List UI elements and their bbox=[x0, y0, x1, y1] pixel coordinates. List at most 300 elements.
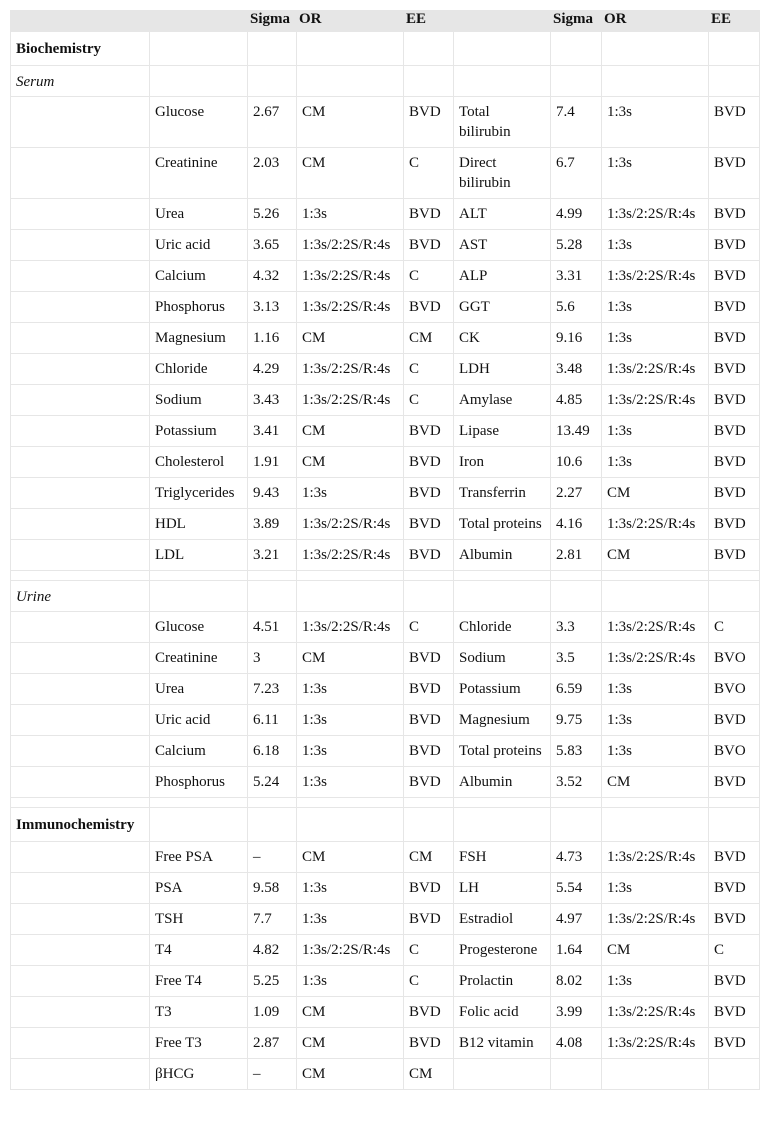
ee-cell: BVD bbox=[404, 447, 454, 478]
analyte-cell: Glucose bbox=[150, 612, 248, 643]
empty-cell bbox=[297, 581, 404, 612]
analyte-2-cell: ALP bbox=[454, 261, 551, 292]
table-row bbox=[11, 705, 760, 736]
sigma-2-cell: 3.48 bbox=[551, 354, 602, 385]
analyte-2-cell: AST bbox=[454, 230, 551, 261]
analyte-2-cell: FSH bbox=[454, 842, 551, 873]
empty-cell bbox=[11, 935, 150, 966]
or-2-cell: 1:3s/2:2S/R:4s bbox=[602, 385, 709, 416]
or-2-cell: 1:3s/2:2S/R:4s bbox=[602, 1028, 709, 1059]
empty-cell bbox=[297, 32, 404, 66]
empty-cell bbox=[11, 540, 150, 571]
analyte-cell: Magnesium bbox=[150, 323, 248, 354]
or-2-cell: 1:3s/2:2S/R:4s bbox=[602, 612, 709, 643]
sigma-cell: 6.11 bbox=[248, 705, 297, 736]
sigma-2-cell: 4.97 bbox=[551, 904, 602, 935]
or-cell: 1:3s bbox=[297, 705, 404, 736]
header-row bbox=[11, 11, 760, 32]
table-row bbox=[11, 935, 760, 966]
empty-cell bbox=[150, 581, 248, 612]
analyte-cell: TSH bbox=[150, 904, 248, 935]
empty-cell bbox=[404, 808, 454, 842]
empty-cell bbox=[11, 674, 150, 705]
or-2-cell: 1:3s bbox=[602, 97, 709, 148]
or-cell: 1:3s bbox=[297, 199, 404, 230]
or-2-cell: 1:3s/2:2S/R:4s bbox=[602, 904, 709, 935]
section-title-biochemistry: Biochemistry bbox=[11, 32, 150, 66]
sigma-2-cell: 6.7 bbox=[551, 148, 602, 199]
sigma-cell: 3 bbox=[248, 643, 297, 674]
ee-cell: C bbox=[404, 612, 454, 643]
empty-cell bbox=[11, 292, 150, 323]
table-row bbox=[11, 643, 760, 674]
or-2-cell: 1:3s bbox=[602, 292, 709, 323]
table-row bbox=[11, 447, 760, 478]
sigma-2-cell: 9.16 bbox=[551, 323, 602, 354]
analyte-2-cell: Chloride bbox=[454, 612, 551, 643]
ee-2-cell: BVD bbox=[709, 230, 760, 261]
or-2-cell: 1:3s bbox=[602, 674, 709, 705]
header-or: OR bbox=[297, 11, 404, 32]
sigma-cell: 5.24 bbox=[248, 767, 297, 798]
sigma-2-cell: 9.75 bbox=[551, 705, 602, 736]
sigma-2-cell: 5.83 bbox=[551, 736, 602, 767]
analyte-cell: T4 bbox=[150, 935, 248, 966]
or-cell: 1:3s/2:2S/R:4s bbox=[297, 230, 404, 261]
sigma-2-cell: 4.08 bbox=[551, 1028, 602, 1059]
or-2-cell: 1:3s/2:2S/R:4s bbox=[602, 509, 709, 540]
empty-cell bbox=[602, 581, 709, 612]
sigma-cell: 2.03 bbox=[248, 148, 297, 199]
table-row bbox=[11, 997, 760, 1028]
analyte-cell: βHCG bbox=[150, 1059, 248, 1090]
or-cell: CM bbox=[297, 447, 404, 478]
spacer-row bbox=[11, 798, 760, 808]
analyte-cell: Urea bbox=[150, 199, 248, 230]
analyte-2-cell: Prolactin bbox=[454, 966, 551, 997]
empty-cell bbox=[11, 643, 150, 674]
table-row bbox=[11, 385, 760, 416]
sigma-2-cell: 4.85 bbox=[551, 385, 602, 416]
or-2-cell: 1:3s bbox=[602, 323, 709, 354]
or-2-cell: 1:3s/2:2S/R:4s bbox=[602, 354, 709, 385]
empty-cell bbox=[297, 571, 404, 581]
table-row bbox=[11, 842, 760, 873]
empty-cell bbox=[454, 808, 551, 842]
section-title-immunochemistry: Immunochemistry bbox=[11, 808, 150, 842]
sigma-cell: – bbox=[248, 1059, 297, 1090]
ee-cell: BVD bbox=[404, 705, 454, 736]
analyte-2-cell bbox=[454, 1059, 551, 1090]
sigma-cell: 1.16 bbox=[248, 323, 297, 354]
sigma-2-cell: 3.3 bbox=[551, 612, 602, 643]
empty-cell bbox=[11, 97, 150, 148]
ee-2-cell: BVD bbox=[709, 478, 760, 509]
ee-2-cell: BVD bbox=[709, 97, 760, 148]
ee-cell: C bbox=[404, 385, 454, 416]
or-cell: 1:3s bbox=[297, 904, 404, 935]
ee-cell: BVD bbox=[404, 904, 454, 935]
empty-cell bbox=[248, 32, 297, 66]
ee-2-cell: BVD bbox=[709, 323, 760, 354]
empty-cell bbox=[454, 571, 551, 581]
ee-2-cell: BVO bbox=[709, 736, 760, 767]
analyte-cell: Potassium bbox=[150, 416, 248, 447]
ee-cell: BVD bbox=[404, 509, 454, 540]
analyte-cell: Phosphorus bbox=[150, 292, 248, 323]
empty-cell bbox=[602, 798, 709, 808]
analyte-2-cell: Total proteins bbox=[454, 509, 551, 540]
or-2-cell: 1:3s bbox=[602, 736, 709, 767]
or-cell: 1:3s bbox=[297, 736, 404, 767]
or-cell: 1:3s/2:2S/R:4s bbox=[297, 385, 404, 416]
sigma-2-cell bbox=[551, 1059, 602, 1090]
section-title-immunochemistry-row bbox=[11, 808, 760, 842]
sigma-cell: 3.43 bbox=[248, 385, 297, 416]
sigma-cell: 4.82 bbox=[248, 935, 297, 966]
empty-cell bbox=[11, 997, 150, 1028]
empty-cell bbox=[297, 808, 404, 842]
analyte-cell: Glucose bbox=[150, 97, 248, 148]
header-cell bbox=[150, 11, 248, 32]
ee-2-cell: BVD bbox=[709, 767, 760, 798]
sigma-cell: 7.7 bbox=[248, 904, 297, 935]
sigma-2-cell: 4.73 bbox=[551, 842, 602, 873]
table-row bbox=[11, 292, 760, 323]
table-row bbox=[11, 540, 760, 571]
analyte-2-cell: Total bilirubin bbox=[454, 97, 551, 148]
empty-cell bbox=[602, 571, 709, 581]
analyte-2-cell: Progesterone bbox=[454, 935, 551, 966]
analyte-2-cell: CK bbox=[454, 323, 551, 354]
analyte-cell: Triglycerides bbox=[150, 478, 248, 509]
or-2-cell: CM bbox=[602, 478, 709, 509]
ee-cell: CM bbox=[404, 842, 454, 873]
ee-cell: BVD bbox=[404, 199, 454, 230]
ee-cell: C bbox=[404, 966, 454, 997]
empty-cell bbox=[11, 230, 150, 261]
table-row bbox=[11, 261, 760, 292]
analyte-2-cell: LDH bbox=[454, 354, 551, 385]
empty-cell bbox=[551, 808, 602, 842]
or-2-cell: 1:3s bbox=[602, 447, 709, 478]
sigma-cell: 3.89 bbox=[248, 509, 297, 540]
or-2-cell: 1:3s bbox=[602, 148, 709, 199]
or-cell: 1:3s/2:2S/R:4s bbox=[297, 612, 404, 643]
empty-cell bbox=[11, 904, 150, 935]
header-sigma-2: Sigma bbox=[551, 11, 602, 32]
analyte-cell: Uric acid bbox=[150, 705, 248, 736]
empty-cell bbox=[297, 798, 404, 808]
header-or-2: OR bbox=[602, 11, 709, 32]
analyte-2-cell: Estradiol bbox=[454, 904, 551, 935]
empty-cell bbox=[551, 32, 602, 66]
empty-cell bbox=[11, 736, 150, 767]
sigma-cell: 4.51 bbox=[248, 612, 297, 643]
empty-cell bbox=[11, 705, 150, 736]
header-ee: EE bbox=[404, 11, 454, 32]
ee-cell: BVD bbox=[404, 674, 454, 705]
sigma-2-cell: 13.49 bbox=[551, 416, 602, 447]
or-2-cell: 1:3s/2:2S/R:4s bbox=[602, 643, 709, 674]
table-row bbox=[11, 416, 760, 447]
sigma-2-cell: 3.5 bbox=[551, 643, 602, 674]
header-cell bbox=[11, 11, 150, 32]
ee-2-cell: BVD bbox=[709, 354, 760, 385]
empty-cell bbox=[150, 66, 248, 97]
or-cell: CM bbox=[297, 97, 404, 148]
table-row bbox=[11, 97, 760, 148]
analyte-cell: T3 bbox=[150, 997, 248, 1028]
or-2-cell: CM bbox=[602, 540, 709, 571]
empty-cell bbox=[248, 581, 297, 612]
ee-cell: BVD bbox=[404, 873, 454, 904]
analyte-2-cell: B12 vitamin bbox=[454, 1028, 551, 1059]
sigma-2-cell: 7.4 bbox=[551, 97, 602, 148]
empty-cell bbox=[602, 66, 709, 97]
empty-cell bbox=[454, 32, 551, 66]
ee-2-cell: C bbox=[709, 935, 760, 966]
ee-cell: CM bbox=[404, 1059, 454, 1090]
empty-cell bbox=[454, 66, 551, 97]
or-cell: 1:3s/2:2S/R:4s bbox=[297, 292, 404, 323]
analyte-cell: HDL bbox=[150, 509, 248, 540]
sigma-cell: 9.43 bbox=[248, 478, 297, 509]
or-cell: 1:3s bbox=[297, 478, 404, 509]
ee-2-cell: C bbox=[709, 612, 760, 643]
empty-cell bbox=[551, 798, 602, 808]
sigma-cell: 9.58 bbox=[248, 873, 297, 904]
sigma-cell: 4.32 bbox=[248, 261, 297, 292]
sigma-2-cell: 2.81 bbox=[551, 540, 602, 571]
empty-cell bbox=[248, 808, 297, 842]
sigma-cell: 2.67 bbox=[248, 97, 297, 148]
sigma-2-cell: 5.28 bbox=[551, 230, 602, 261]
analyte-cell: Free T4 bbox=[150, 966, 248, 997]
ee-cell: BVD bbox=[404, 97, 454, 148]
table-row bbox=[11, 509, 760, 540]
or-cell: 1:3s bbox=[297, 873, 404, 904]
or-2-cell bbox=[602, 1059, 709, 1090]
header-ee-2: EE bbox=[709, 11, 760, 32]
or-2-cell: 1:3s bbox=[602, 873, 709, 904]
ee-cell: C bbox=[404, 935, 454, 966]
table-row bbox=[11, 478, 760, 509]
analyte-2-cell: Albumin bbox=[454, 540, 551, 571]
empty-cell bbox=[11, 385, 150, 416]
or-2-cell: CM bbox=[602, 935, 709, 966]
sigma-cell: 3.21 bbox=[248, 540, 297, 571]
sigma-2-cell: 4.99 bbox=[551, 199, 602, 230]
empty-cell bbox=[11, 612, 150, 643]
sigma-cell: 2.87 bbox=[248, 1028, 297, 1059]
empty-cell bbox=[11, 767, 150, 798]
sigma-cell: 3.65 bbox=[248, 230, 297, 261]
empty-cell bbox=[297, 66, 404, 97]
table-row bbox=[11, 230, 760, 261]
ee-cell: BVD bbox=[404, 736, 454, 767]
empty-cell bbox=[11, 966, 150, 997]
ee-cell: BVD bbox=[404, 478, 454, 509]
ee-2-cell: BVD bbox=[709, 199, 760, 230]
empty-cell bbox=[709, 571, 760, 581]
empty-cell bbox=[11, 1059, 150, 1090]
ee-2-cell: BVD bbox=[709, 997, 760, 1028]
or-2-cell: 1:3s bbox=[602, 230, 709, 261]
ee-2-cell: BVD bbox=[709, 966, 760, 997]
analyte-2-cell: Direct bilirubin bbox=[454, 148, 551, 199]
empty-cell bbox=[602, 32, 709, 66]
ee-cell: BVD bbox=[404, 643, 454, 674]
ee-2-cell: BVD bbox=[709, 148, 760, 199]
ee-cell: C bbox=[404, 354, 454, 385]
empty-cell bbox=[11, 416, 150, 447]
subsection-urine-row bbox=[11, 581, 760, 612]
sigma-2-cell: 6.59 bbox=[551, 674, 602, 705]
ee-2-cell: BVD bbox=[709, 540, 760, 571]
analyte-cell: Chloride bbox=[150, 354, 248, 385]
ee-2-cell: BVO bbox=[709, 643, 760, 674]
analyte-2-cell: Folic acid bbox=[454, 997, 551, 1028]
table-row bbox=[11, 1059, 760, 1090]
ee-2-cell: BVD bbox=[709, 705, 760, 736]
analyte-cell: Calcium bbox=[150, 261, 248, 292]
analyte-2-cell: GGT bbox=[454, 292, 551, 323]
ee-2-cell: BVD bbox=[709, 447, 760, 478]
sigma-2-cell: 5.6 bbox=[551, 292, 602, 323]
analyte-cell: Urea bbox=[150, 674, 248, 705]
empty-cell bbox=[404, 571, 454, 581]
analyte-cell: Free T3 bbox=[150, 1028, 248, 1059]
header-cell bbox=[454, 11, 551, 32]
empty-cell bbox=[11, 509, 150, 540]
table-row bbox=[11, 1028, 760, 1059]
empty-cell bbox=[11, 571, 150, 581]
analyte-cell: Creatinine bbox=[150, 643, 248, 674]
empty-cell bbox=[11, 323, 150, 354]
empty-cell bbox=[551, 571, 602, 581]
sigma-cell: 5.25 bbox=[248, 966, 297, 997]
empty-cell bbox=[248, 571, 297, 581]
analyte-cell: Free PSA bbox=[150, 842, 248, 873]
table-row bbox=[11, 674, 760, 705]
or-cell: 1:3s/2:2S/R:4s bbox=[297, 509, 404, 540]
empty-cell bbox=[150, 808, 248, 842]
or-cell: CM bbox=[297, 148, 404, 199]
sigma-cell: 1.09 bbox=[248, 997, 297, 1028]
empty-cell bbox=[11, 842, 150, 873]
ee-2-cell: BVO bbox=[709, 674, 760, 705]
sigma-2-cell: 10.6 bbox=[551, 447, 602, 478]
empty-cell bbox=[709, 581, 760, 612]
ee-cell: C bbox=[404, 148, 454, 199]
or-cell: CM bbox=[297, 1059, 404, 1090]
sigma-cell: 6.18 bbox=[248, 736, 297, 767]
empty-cell bbox=[248, 798, 297, 808]
empty-cell bbox=[404, 798, 454, 808]
ee-2-cell bbox=[709, 1059, 760, 1090]
analyte-cell: Uric acid bbox=[150, 230, 248, 261]
subsection-serum: Serum bbox=[11, 66, 150, 97]
table-row bbox=[11, 904, 760, 935]
subsection-serum-row bbox=[11, 66, 760, 97]
ee-2-cell: BVD bbox=[709, 842, 760, 873]
empty-cell bbox=[709, 66, 760, 97]
empty-cell bbox=[709, 32, 760, 66]
empty-cell bbox=[11, 354, 150, 385]
analyte-2-cell: Iron bbox=[454, 447, 551, 478]
sigma-2-cell: 8.02 bbox=[551, 966, 602, 997]
sigma-cell: 5.26 bbox=[248, 199, 297, 230]
ee-cell: BVD bbox=[404, 767, 454, 798]
or-2-cell: 1:3s bbox=[602, 966, 709, 997]
ee-2-cell: BVD bbox=[709, 1028, 760, 1059]
empty-cell bbox=[11, 798, 150, 808]
analyte-2-cell: Amylase bbox=[454, 385, 551, 416]
empty-cell bbox=[551, 66, 602, 97]
empty-cell bbox=[11, 873, 150, 904]
analyte-cell: PSA bbox=[150, 873, 248, 904]
empty-cell bbox=[404, 581, 454, 612]
sigma-cell: 3.41 bbox=[248, 416, 297, 447]
or-cell: 1:3s/2:2S/R:4s bbox=[297, 261, 404, 292]
ee-2-cell: BVD bbox=[709, 416, 760, 447]
table-row bbox=[11, 323, 760, 354]
ee-cell: BVD bbox=[404, 540, 454, 571]
table-row bbox=[11, 767, 760, 798]
spacer-row bbox=[11, 571, 760, 581]
empty-cell bbox=[11, 478, 150, 509]
or-cell: 1:3s/2:2S/R:4s bbox=[297, 354, 404, 385]
table-row bbox=[11, 354, 760, 385]
empty-cell bbox=[454, 581, 551, 612]
analyte-2-cell: Sodium bbox=[454, 643, 551, 674]
empty-cell bbox=[11, 447, 150, 478]
or-cell: CM bbox=[297, 842, 404, 873]
analyte-cell: Phosphorus bbox=[150, 767, 248, 798]
analyte-2-cell: Potassium bbox=[454, 674, 551, 705]
or-2-cell: 1:3s bbox=[602, 705, 709, 736]
or-cell: CM bbox=[297, 997, 404, 1028]
sigma-cell: – bbox=[248, 842, 297, 873]
analyte-2-cell: Magnesium bbox=[454, 705, 551, 736]
or-cell: 1:3s bbox=[297, 966, 404, 997]
empty-cell bbox=[150, 571, 248, 581]
sigma-cell: 1.91 bbox=[248, 447, 297, 478]
table-row bbox=[11, 966, 760, 997]
sigma-2-cell: 4.16 bbox=[551, 509, 602, 540]
table-row bbox=[11, 199, 760, 230]
analyte-cell: LDL bbox=[150, 540, 248, 571]
sigma-2-cell: 1.64 bbox=[551, 935, 602, 966]
ee-cell: BVD bbox=[404, 1028, 454, 1059]
empty-cell bbox=[551, 581, 602, 612]
or-cell: 1:3s bbox=[297, 674, 404, 705]
analyte-cell: Cholesterol bbox=[150, 447, 248, 478]
or-cell: CM bbox=[297, 643, 404, 674]
or-2-cell: 1:3s/2:2S/R:4s bbox=[602, 842, 709, 873]
or-cell: CM bbox=[297, 1028, 404, 1059]
analyte-cell: Calcium bbox=[150, 736, 248, 767]
analyte-2-cell: Transferrin bbox=[454, 478, 551, 509]
ee-2-cell: BVD bbox=[709, 904, 760, 935]
or-cell: 1:3s/2:2S/R:4s bbox=[297, 540, 404, 571]
ee-2-cell: BVD bbox=[709, 873, 760, 904]
analyte-cell: Sodium bbox=[150, 385, 248, 416]
empty-cell bbox=[11, 261, 150, 292]
or-cell: CM bbox=[297, 416, 404, 447]
analyte-2-cell: Lipase bbox=[454, 416, 551, 447]
